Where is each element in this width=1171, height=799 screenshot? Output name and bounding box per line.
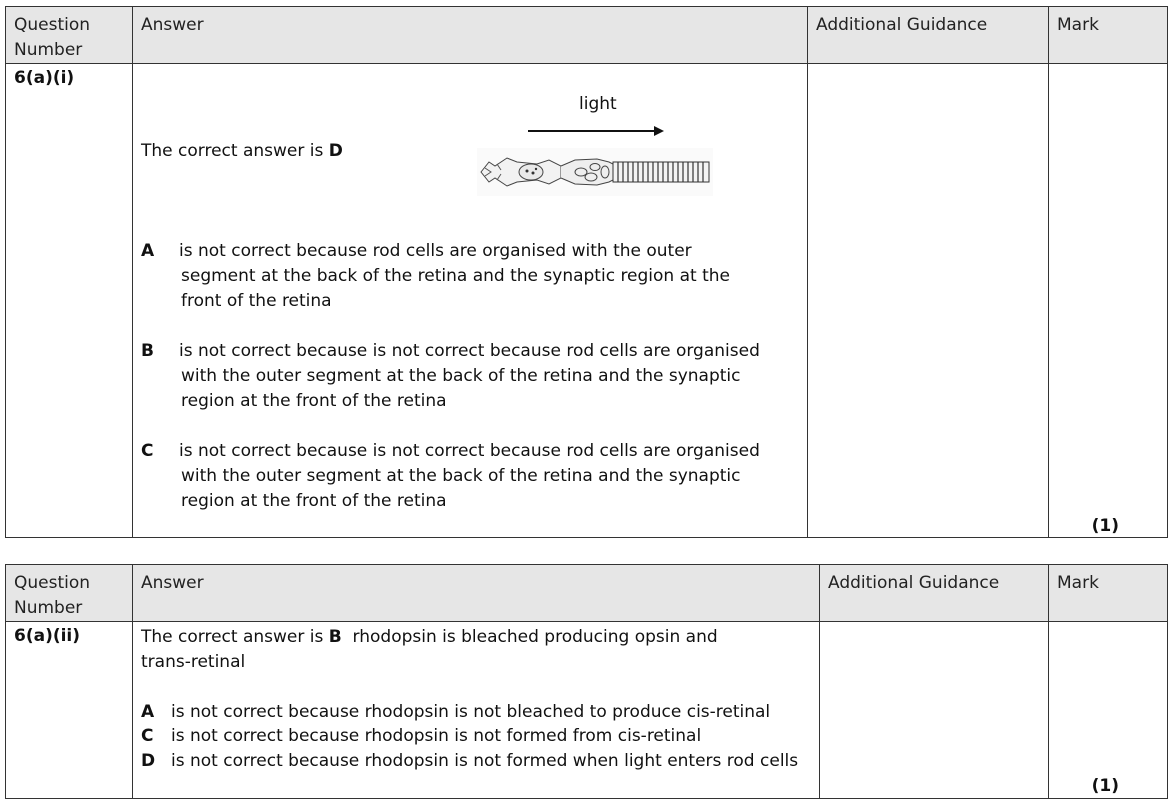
option-text: is not correct because rhodopsin is not formed when light enters rod cells (171, 751, 799, 771)
mark-scheme-table-6aii (5, 564, 1168, 799)
option-text: is not correct because rhodopsin is not formed from cis-retinal (171, 726, 702, 746)
option-text-line: with the outer segment at the back of the retina and the synaptic (181, 366, 741, 386)
option-d (141, 749, 798, 774)
question-number: 6(a)(i) (14, 68, 75, 88)
question-number: 6(a)(ii) (14, 626, 81, 646)
header-answer (133, 7, 808, 64)
header-guidance (820, 565, 1049, 622)
light-arrow-icon (528, 124, 668, 138)
header-answer-text: Answer (141, 573, 204, 593)
correct-explanation: rhodopsin is bleached producing opsin and (352, 627, 718, 647)
header-question-line-2: Number (14, 40, 83, 60)
option-letter: C (141, 441, 154, 461)
correct-prefix: The correct answer is (141, 627, 324, 647)
header-question-number (6, 7, 133, 64)
correct-explanation-line-2: trans-retinal (141, 652, 246, 672)
header-answer (133, 565, 820, 622)
mark-cell (1049, 622, 1168, 799)
header-question-number (6, 565, 133, 622)
option-c (141, 724, 701, 749)
question-number-cell (6, 622, 133, 799)
correct-letter: B (328, 627, 342, 647)
mark-value: (1) (1091, 776, 1119, 796)
header-mark (1049, 565, 1168, 622)
header-guidance (808, 7, 1049, 64)
header-question-line-2: Number (14, 598, 83, 618)
option-letter: B (141, 341, 154, 361)
option-letter: D (141, 751, 156, 771)
option-text-line: is not correct because rod cells are organised with the outer (179, 241, 692, 261)
option-text: is not correct because rhodopsin is not bleached to produce cis-retinal (171, 702, 771, 722)
header-question-line-1: Question (14, 573, 91, 593)
option-text-line: is not correct because is not correct because rod cells are organised (179, 441, 760, 461)
option-text-line: region at the front of the retina (181, 491, 447, 511)
option-a (141, 700, 770, 725)
header-answer-text: Answer (141, 15, 204, 35)
option-text-line: is not correct because is not correct because rod cells are organised (179, 341, 760, 361)
option-text-line: segment at the back of the retina and the synaptic region at the (181, 266, 730, 286)
guidance-cell (820, 622, 1049, 799)
light-label: light (579, 94, 617, 114)
correct-answer-statement (141, 139, 343, 164)
question-number-cell (6, 64, 133, 538)
mark-scheme-table-6ai (5, 6, 1168, 538)
option-text-line: front of the retina (181, 291, 332, 311)
mark-cell (1049, 64, 1168, 538)
correct-prefix: The correct answer is (141, 141, 324, 161)
header-guidance-text: Additional Guidance (828, 573, 1000, 593)
option-text-line: with the outer segment at the back of the retina and the synaptic (181, 466, 741, 486)
header-mark-text: Mark (1057, 15, 1099, 35)
correct-line-1 (141, 625, 718, 650)
correct-answer-statement (141, 625, 718, 675)
header-mark (1049, 7, 1168, 64)
header-guidance-text: Additional Guidance (816, 15, 988, 35)
mark-value: (1) (1091, 516, 1119, 536)
option-letter: A (141, 702, 155, 722)
rod-cell-diagram (477, 148, 713, 196)
option-letter: C (141, 726, 154, 746)
answer-cell (133, 622, 820, 799)
option-letter: A (141, 241, 155, 261)
header-question-line-1: Question (14, 15, 91, 35)
correct-letter: D (328, 141, 343, 161)
answer-cell (133, 64, 808, 538)
header-mark-text: Mark (1057, 573, 1099, 593)
option-text-line: region at the front of the retina (181, 391, 447, 411)
guidance-cell (808, 64, 1049, 538)
